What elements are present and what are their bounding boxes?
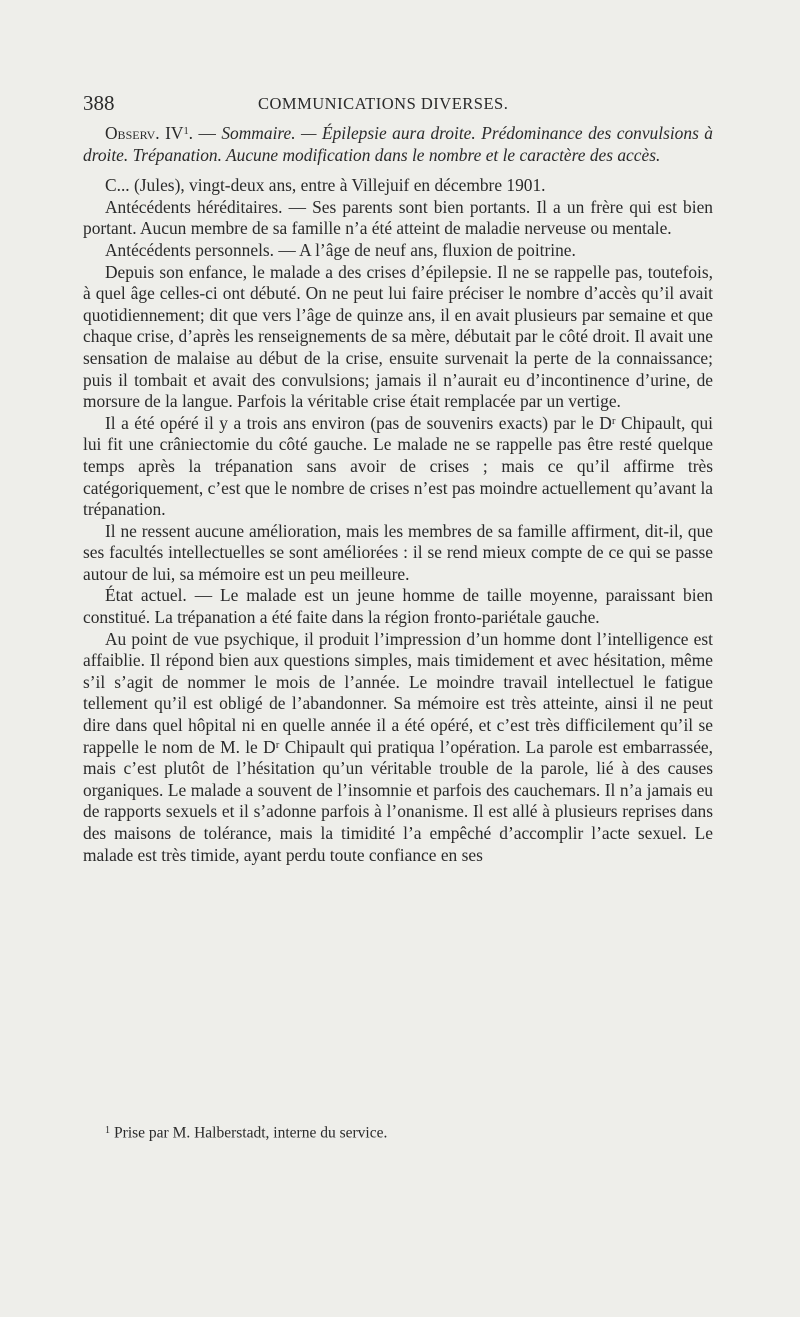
summary-separator: . — [188,123,222,143]
paragraph: Au point de vue psychique, il produit l’impression d’un homme dont l’intelligence est affaiblie. Il répond bien aux questions simples, mais timidement et avec hésitation, même s’il s’agit de nommer le mois de l’année. Le moindre travail intellectuel le fatigue tellement qu’il est obligé de l’abandonner. Sa mémoire est très atteinte, ainsi il ne peut dire dans quel hôpital ni en quelle année il a été opéré, et c’est très difficilement qu’il se rappelle le nom de M. le Dʳ Chipault qui pratiqua l’opération. La parole est embarrassée, mais c’est plutôt de l’hésitation qu’un véritable trouble de la parole, lié à des causes organiques. Le malade a souvent de l’insomnie et parfois des cauchemars. Il n’a jamais eu de rapports sexuels et il s’adonne parfois à l’onanisme. Il est allé à plusieurs reprises dans des maisons de tolérance, mais la timidité l’a empêché d’accomplir l’acte sexuel. Le malade est très timide, ayant perdu toute confiance en ses [83,628,713,865]
footnote-reference: 1 [183,125,189,137]
paragraph: Il ne ressent aucune amélioration, mais les membres de sa famille affirment, dit-il, que ses facultés intellectuelles se sont améliorées : il se rend mieux compte de ce qui se passe autour de lui, sa mémoire est un peu meilleure. [83,520,713,584]
paragraph: État actuel. — Le malade est un jeune homme de taille moyenne, paraissant bien constitué. La trépanation a été faite dans la région fronto-pariétale gauche. [83,585,713,628]
summary-text: Sommaire. — Épilepsie aura droite. Prédominance des convulsions à droite. Trépanation. Aucune modification dans le nombre et le caractère des accès. [83,123,713,165]
page-number: 388 [83,91,115,115]
paragraph: Antécédents héréditaires. — Ses parents sont bien portants. Il a un frère qui est bien portant. Aucun membre de sa famille n’a été atteint de maladie nerveuse ou mentale. [83,196,713,239]
paragraph: Depuis son enfance, le malade a des crises d’épilepsie. Il ne se rappelle pas, toutefois, à quel âge celles-ci ont débuté. On ne peut lui faire préciser le nombre d’accès qu’il avait quotidiennement; dit que vers l’âge de quinze ans, il en avait plusieurs par semaine et que chaque crise, d’après les renseignements de sa mère, débutait par le côté droit. Il avait une sensation de malaise au début de la crise, ensuite survenait la perte de la connaissance; puis il tombait et avait des convulsions; jamais il n’aurait eu d’incontinence d’urine, de morsure de la langue. Parfois la véritable crise était remplacée par un vertige. [83,261,713,412]
observation-label: Observ. [105,123,160,143]
paragraph: C... (Jules), vingt-deux ans, entre à Villejuif en décembre 1901. [105,175,546,196]
body-text [83,123,713,866]
observation-number: IV [165,123,184,143]
paragraph: Antécédents personnels. — A l’âge de neuf ans, fluxion de poitrine. [105,239,576,260]
running-head-title: COMMUNICATIONS DIVERSES. [258,94,509,113]
footnote-marker: 1 [105,1125,111,1136]
observation-summary [83,123,713,166]
running-head [83,91,723,121]
footnote [105,1121,665,1144]
paragraph: Il a été opéré il y a trois ans environ (pas de souvenirs exacts) par le Dʳ Chipault, qui lui fit une crâniectomie du côté gauche. Le malade ne se rappelle pas être resté quelque temps après la trépanation sans avoir de crises ; mais ce qu’il affirme très catégoriquement, c’est que le nombre de crises n’est pas moindre actuellement qu’avant la trépanation. [83,412,713,520]
footnote-text: Prise par M. Halberstadt, interne du service. [114,1124,388,1142]
